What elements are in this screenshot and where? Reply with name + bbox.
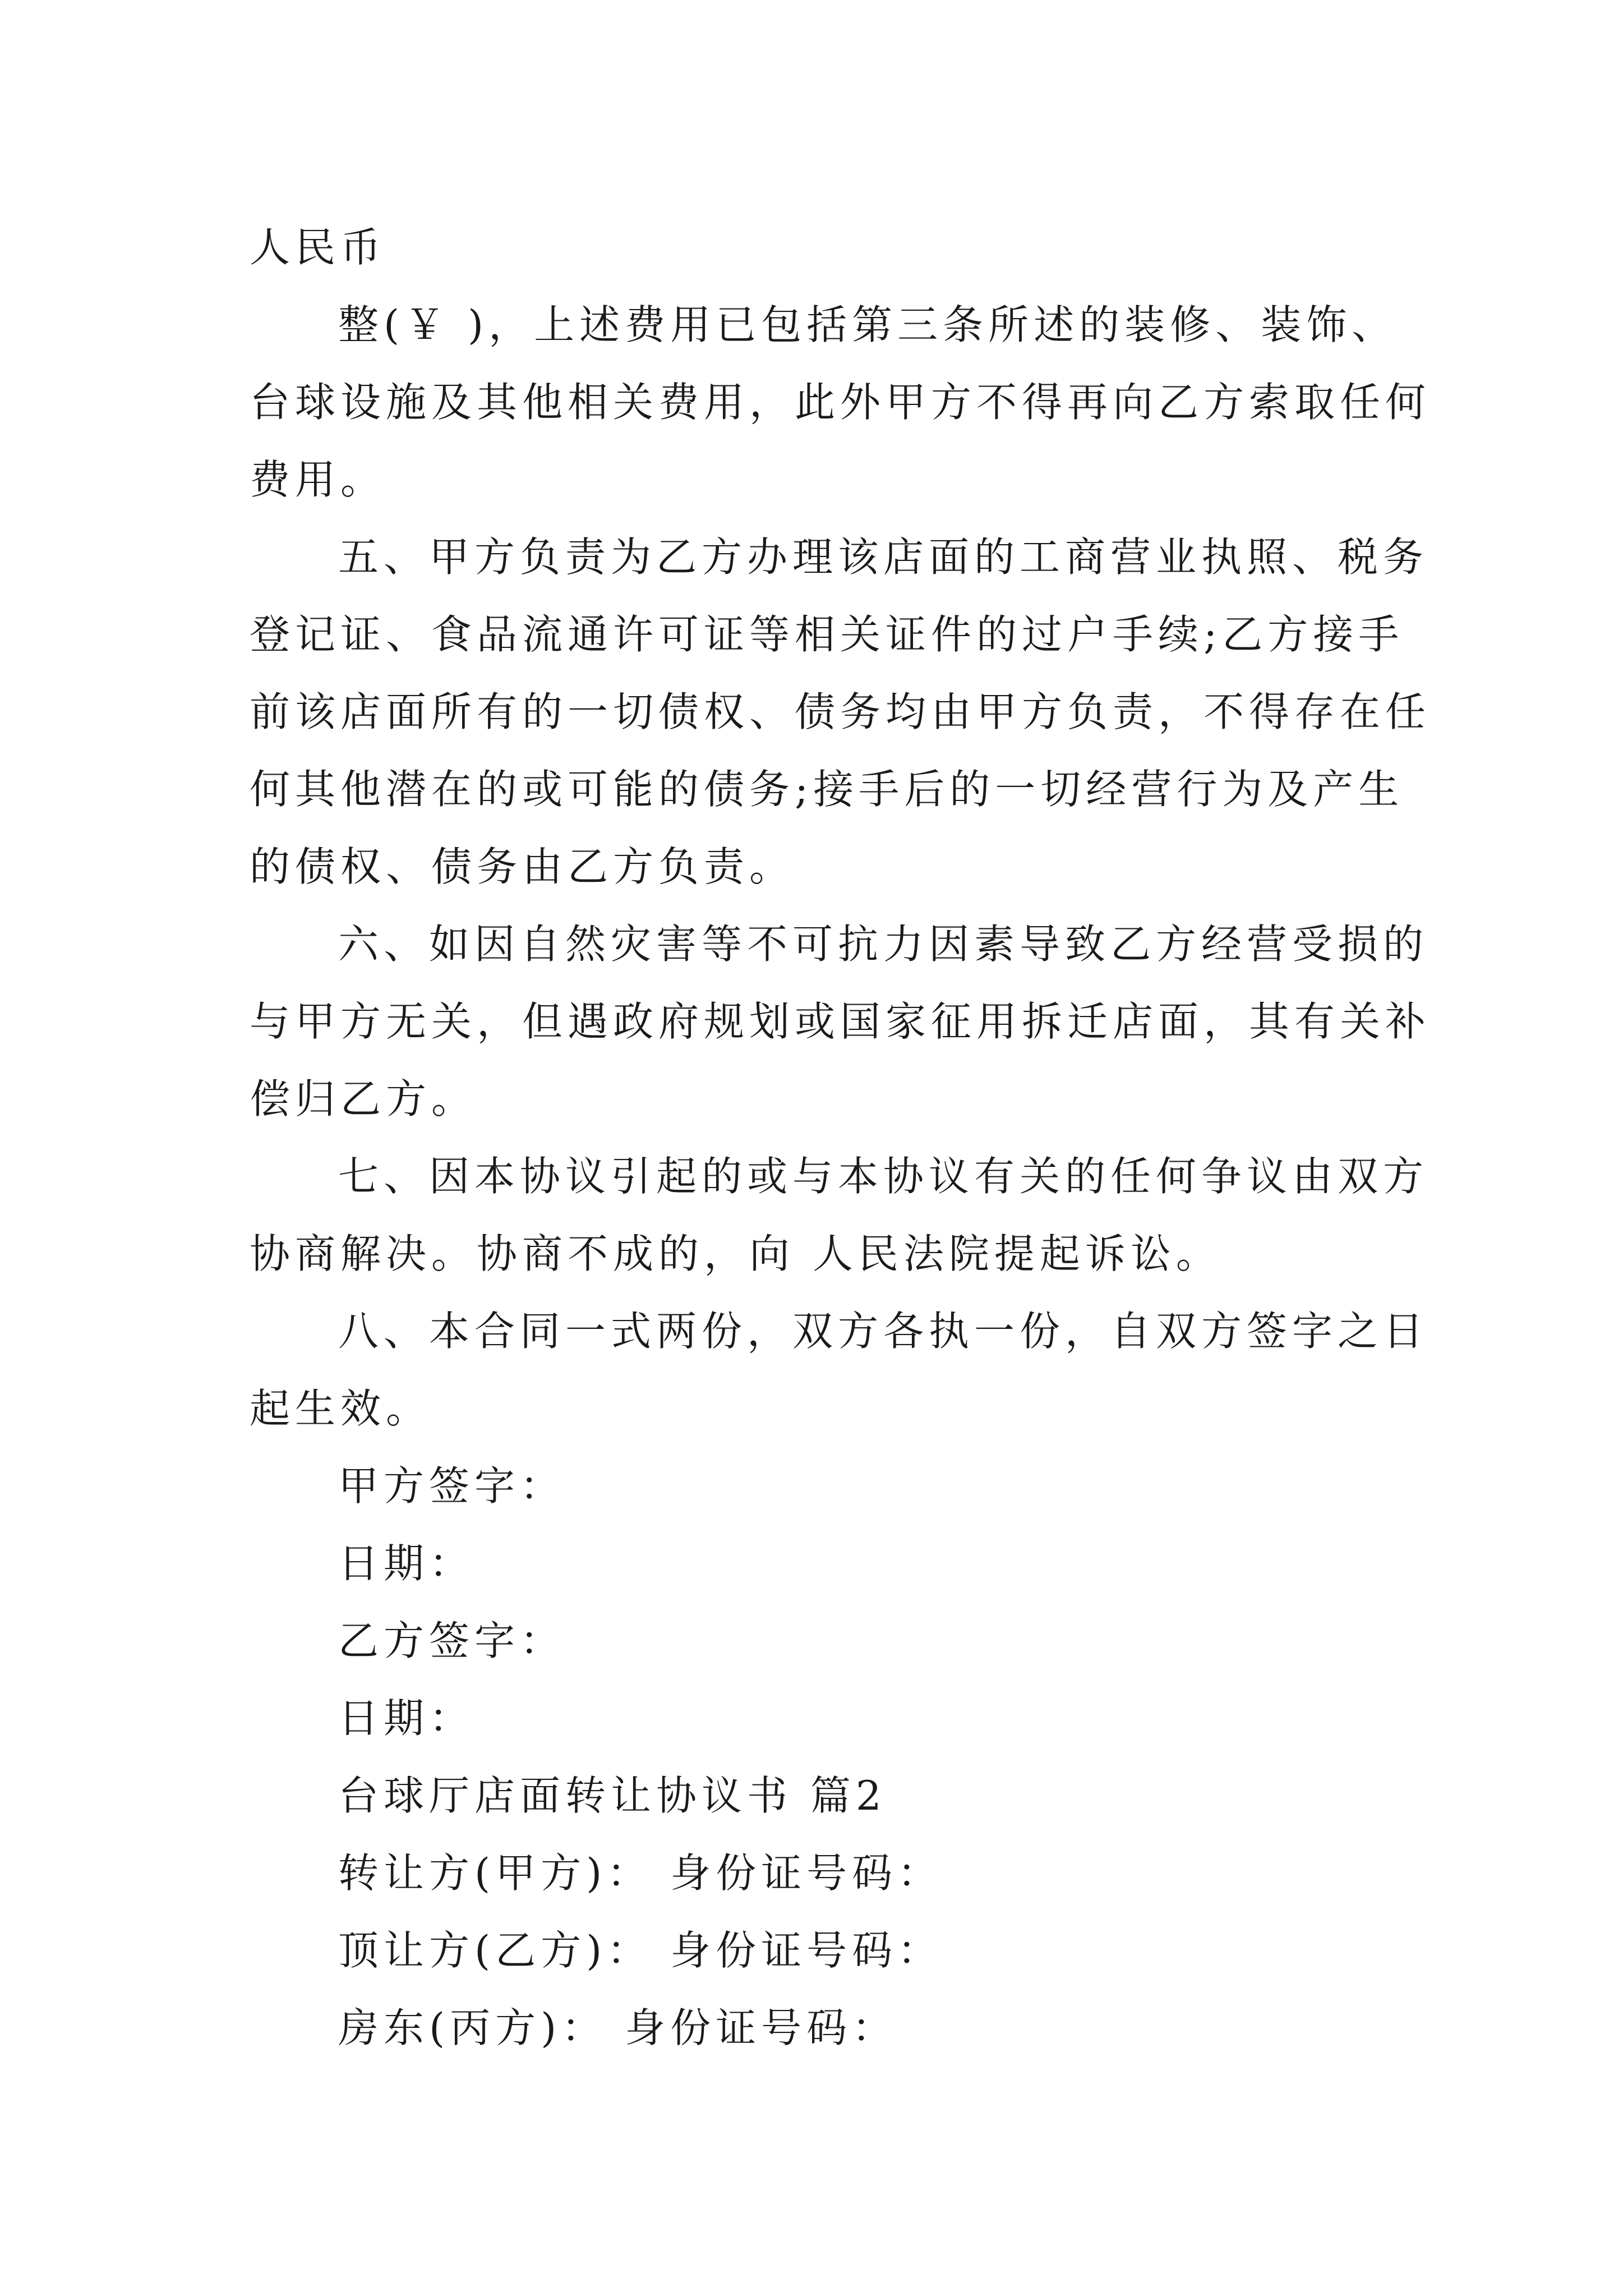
text-line: 台球设施及其他相关费用，此外甲方不得再向乙方索取任何 (250, 379, 1431, 426)
clause-5-line: 何其他潜在的或可能的债务;接手后的一切经营行为及产生 (250, 766, 1404, 813)
clause-8-line: 八、本合同一式两份，双方各执一份，自双方签字之日 (338, 1308, 1429, 1355)
clause-6-line: 六、如因自然灾害等不可抗力因素导致乙方经营受损的 (338, 921, 1429, 968)
party-b-date-label: 日期： (338, 1695, 475, 1742)
clause-5-line: 的债权、债务由乙方负责。 (250, 843, 795, 890)
landlord-line: 房东(丙方)： 身份证号码： (338, 2004, 898, 2051)
clause-5-line: 五、甲方负责为乙方办理该店面的工商营业执照、税务 (338, 533, 1429, 581)
clause-6-line: 与甲方无关，但遇政府规划或国家征用拆迁店面，其有关补 (250, 998, 1431, 1045)
section-title: 台球厅店面转让协议书 篇2 (338, 1772, 887, 1819)
text-line: 费用。 (250, 456, 386, 503)
transferor-line: 转让方(甲方)： 身份证号码： (338, 1849, 943, 1897)
clause-7-line: 协商解决。协商不成的，向 人民法院提起诉讼。 (250, 1230, 1221, 1277)
clause-8-line: 起生效。 (250, 1385, 432, 1432)
party-b-signature-label: 乙方签字： (338, 1617, 566, 1664)
party-a-date-label: 日期： (338, 1540, 475, 1587)
transferee-line: 顶让方(乙方)： 身份证号码： (338, 1927, 943, 1974)
document-body (250, 209, 1431, 2067)
party-a-signature-label: 甲方签字： (338, 1462, 566, 1510)
clause-7-line: 七、因本协议引起的或与本协议有关的任何争议由双方 (338, 1153, 1429, 1200)
text-line: 整(￥ )，上述费用已包括第三条所述的装修、装饰、 (338, 301, 1398, 348)
text-line: 人民币 (250, 224, 386, 271)
clause-6-line: 偿归乙方。 (250, 1075, 477, 1122)
clause-5-line: 前该店面所有的一切债权、债务均由甲方负责，不得存在任 (250, 688, 1431, 735)
clause-5-line: 登记证、食品流通许可证等相关证件的过户手续;乙方接手 (250, 611, 1404, 658)
